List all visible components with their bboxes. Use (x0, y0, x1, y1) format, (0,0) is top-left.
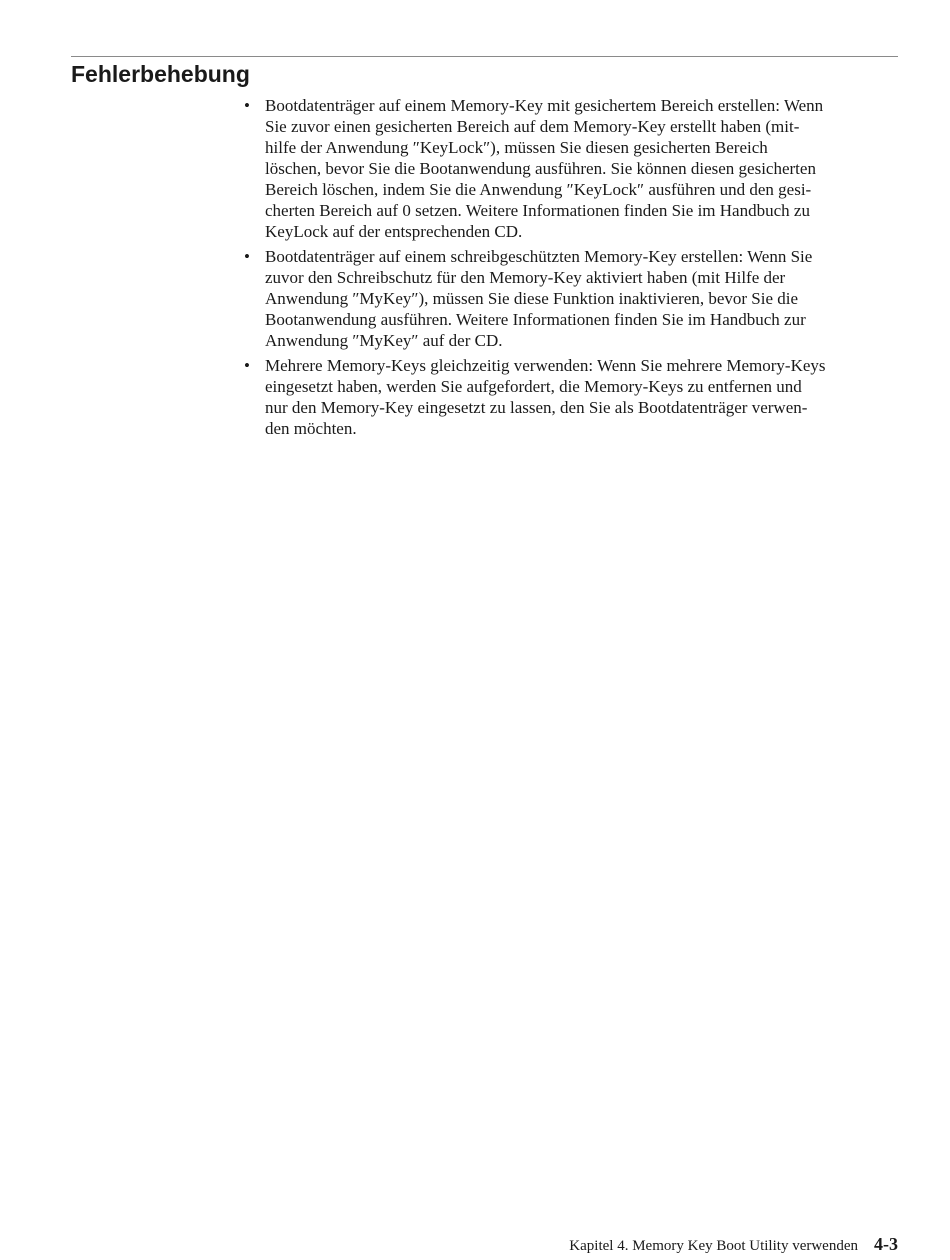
list-item (244, 355, 900, 439)
top-divider (71, 56, 898, 57)
list-item-line: eingesetzt haben, werden Sie aufgefordert, die Memory-Keys zu entfernen und (265, 377, 802, 396)
list-item-line: löschen, bevor Sie die Bootanwendung ausführen. Sie können diesen gesicherten (265, 159, 816, 178)
footer-chapter-title: Kapitel 4. Memory Key Boot Utility verwenden (569, 1238, 858, 1254)
page-number: 4-3 (874, 1234, 898, 1254)
list-item-line: Anwendung ″MyKey″), müssen Sie diese Funktion inaktivieren, bevor Sie die (265, 289, 799, 308)
list-item (244, 246, 900, 351)
list-item-line: KeyLock auf der entsprechenden CD. (265, 222, 523, 241)
list-item-line: Anwendung ″MyKey″ auf der CD. (265, 331, 503, 350)
list-item-line: zuvor den Schreibschutz für den Memory-Key aktiviert haben (mit Hilfe der (265, 268, 786, 287)
troubleshooting-list (244, 95, 900, 443)
list-item-line: Sie zuvor einen gesicherten Bereich auf dem Memory-Key erstellt haben (mit- (265, 117, 800, 136)
list-item-line: nur den Memory-Key eingesetzt zu lassen, den Sie als Bootdatenträger verwen- (265, 398, 808, 417)
list-item-line: hilfe der Anwendung ″KeyLock″), müssen Sie diesen gesicherten Bereich (265, 138, 768, 157)
list-item-line: den möchten. (265, 419, 357, 438)
page-footer (569, 1234, 898, 1255)
list-item-line: Mehrere Memory-Keys gleichzeitig verwenden: Wenn Sie mehrere Memory-Keys (265, 356, 826, 375)
list-item-line: Bereich löschen, indem Sie die Anwendung ″KeyLock″ ausführen und den gesi- (265, 180, 812, 199)
bullet-icon: • (244, 356, 250, 375)
bullet-icon: • (244, 96, 250, 115)
bullet-icon: • (244, 247, 250, 266)
section-heading: Fehlerbehebung (71, 61, 250, 87)
list-item (244, 95, 900, 242)
list-item-line: Bootanwendung ausführen. Weitere Informationen finden Sie im Handbuch zur (265, 310, 806, 329)
list-item-line: Bootdatenträger auf einem Memory-Key mit gesichertem Bereich erstellen: Wenn (265, 96, 824, 115)
list-item-line: cherten Bereich auf 0 setzen. Weitere Informationen finden Sie im Handbuch zu (265, 201, 810, 220)
list-item-line: Bootdatenträger auf einem schreibgeschützten Memory-Key erstellen: Wenn Sie (265, 247, 813, 266)
